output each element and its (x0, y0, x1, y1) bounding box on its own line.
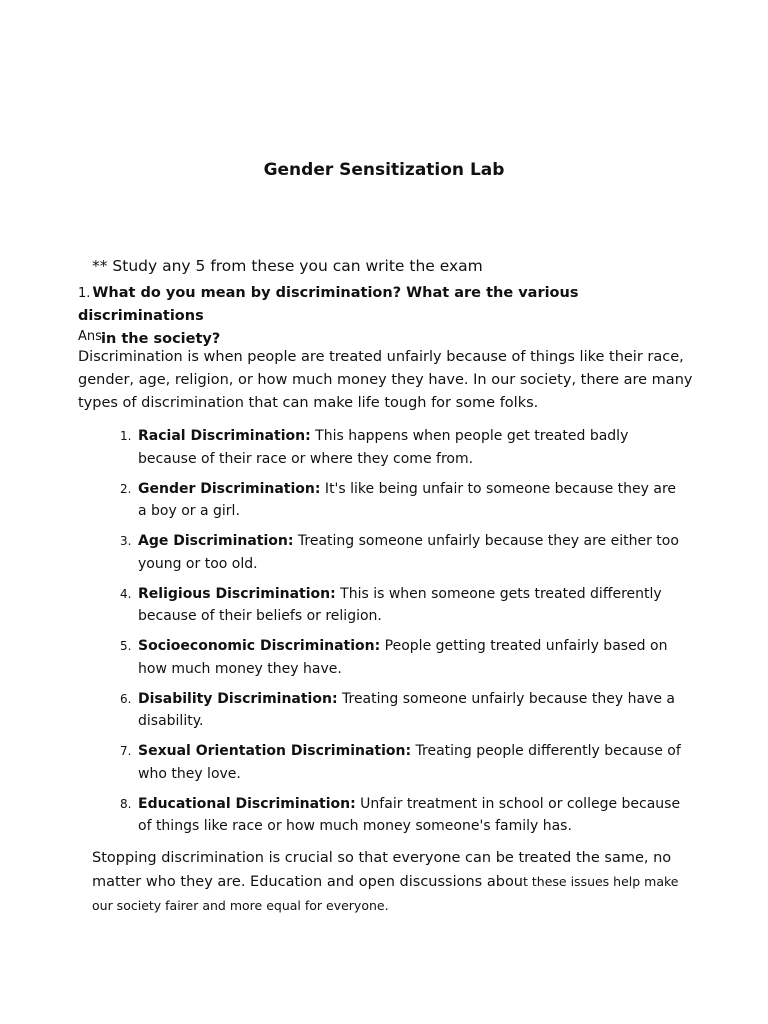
answer-label: Ans:- (78, 329, 111, 344)
list-item-number: 4. (120, 586, 132, 601)
list-item-number: 2. (120, 481, 132, 496)
list-item (0, 688, 683, 733)
conclusion-text: Stopping discrimination is crucial so that everyone can be treated the same, no matter who they are. Education and open discussions abou (92, 850, 672, 890)
list-item-number: 1. (120, 429, 132, 443)
discrimination-list (0, 425, 768, 845)
list-item-text: This happens when people get treated badly because of their race or where they come from. (138, 428, 629, 467)
answer-intro: Discrimination is when people are treated unfairly because of things like their race, gender, age, religion, or how much money they have. In our society, there are many types of discrimination that can make life tough for some folks. (78, 349, 693, 411)
question-1 (78, 282, 698, 351)
list-item-text: Unfair treatment in school or college because of things like race or how much money someone's family has. (138, 795, 681, 834)
conclusion-paragraph (92, 847, 692, 918)
question-number: 1. (78, 286, 91, 301)
list-item (0, 530, 683, 575)
question-text-line-2: in the society? (101, 331, 221, 347)
list-item-term: Religious Discrimination: (138, 585, 336, 602)
list-item-number: 7. (120, 744, 132, 758)
list-item (0, 478, 683, 523)
list-item (0, 740, 683, 785)
list-item (0, 635, 683, 680)
list-item-term: Gender Discrimination: (138, 480, 321, 497)
list-item-term: Disability Discrimination: (138, 690, 338, 707)
list-item-number: 8. (120, 796, 132, 811)
list-item-term: Racial Discrimination: (138, 428, 311, 444)
document-title: Gender Sensitization Lab (263, 160, 505, 180)
list-item-number: 6. (120, 691, 132, 706)
list-item-text: People getting treated unfairly based on how much money they have. (138, 638, 668, 677)
list-item-number: 3. (120, 534, 132, 548)
question-text-line-1: What do you mean by discrimination? What are the various discriminations (78, 285, 579, 324)
list-item-term: Educational Discrimination: (138, 795, 356, 812)
question-line-1 (78, 282, 698, 328)
list-item-text: It's like being unfair to someone because they are a boy or a girl. (138, 480, 677, 519)
list-item (0, 793, 683, 838)
list-item-term: Sexual Orientation Discrimination: (138, 743, 412, 759)
list-item-text: Treating someone unfairly because they are either too young or too old. (138, 533, 679, 572)
list-item (0, 425, 683, 470)
list-item-text: Treating people differently because of who they love. (138, 743, 681, 782)
list-item-text: Treating someone unfairly because they have a disability. (138, 690, 675, 729)
list-item-text: This is when someone gets treated differently because of their beliefs or religion. (138, 585, 662, 624)
list-item-term: Age Discrimination: (138, 533, 294, 549)
list-item (0, 583, 683, 628)
study-note: ** Study any 5 from these you can write the exam (92, 257, 483, 275)
list-item-number: 5. (120, 639, 132, 653)
list-item-term: Socioeconomic Discrimination: (138, 638, 381, 654)
conclusion-text-small: t these issues help make our society fairer and more equal for everyone. (92, 874, 679, 913)
